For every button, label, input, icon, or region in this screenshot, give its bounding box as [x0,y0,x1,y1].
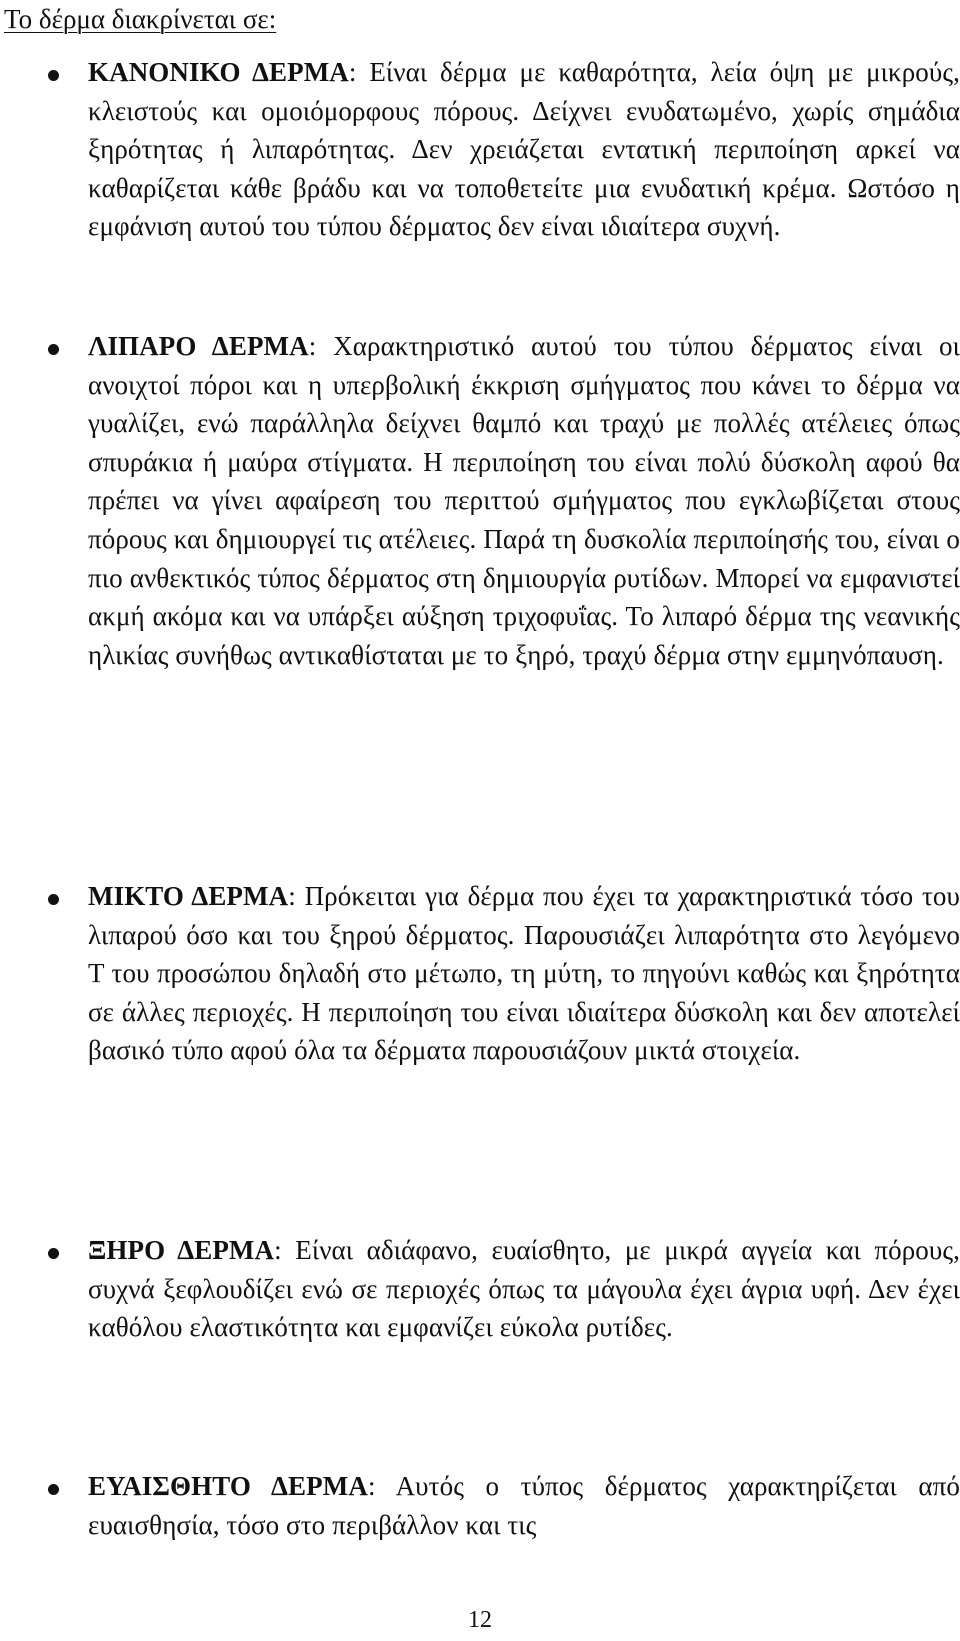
list-item-label: ΞΗΡΟ ΔΕΡΜΑ [88,1235,275,1265]
list-item-label: ΚΑΝΟΝΙΚΟ ΔΕΡΜΑ [88,57,349,87]
list-item-label: ΕΥΑΙΣΘΗΤΟ ΔΕΡΜΑ [88,1471,368,1501]
list-item-body: : Αυτός ο τύπος δέρματος χαρακτηρίζεται από ευαισθησία, τόσο στο περιβάλλον και τις [88,1471,960,1540]
list-item-text [88,1231,960,1347]
list-item-body: : Χαρακτηριστικό αυτού του τύπου δέρματος είναι οι ανοιχτοί πόροι και η υπερβολική έκκριση σμήγματος που κάνει το δέρμα να γυαλίζει, ενώ παράλληλα δείχνει θαμπό και τραχύ με πολλές ατέλειες όπως σπυράκια ή μαύρα στίγματα. Η περιποίηση του είναι πολύ δύσκολη αφού θα πρέπει να γίνει αφαίρεση του περιττού σμήγματος που εγκλωβίζεται στους πόρους και δημιουργεί τις ατέλειες. Παρά τη δυσκολία περιποίησής του, είναι ο πιο ανθεκτικός τύπος δέρματος στη δημιουργία ρυτίδων. Μπορεί να εμφανιστεί ακμή ακόμα και να υπάρξει αύξηση τριχοφυΐας. Το λιπαρό δέρμα της νεανικής ηλικίας συνήθως αντικαθίσταται με το ξηρό, τραχύ δέρμα στην εμμηνόπαυση. [88,331,960,670]
bullet-icon [48,1484,59,1495]
list-item-text [88,53,960,246]
list-item-label: ΜΙΚΤΟ ΔΕΡΜΑ [88,881,289,911]
bullet-icon [48,70,59,81]
intro-heading: Το δέρμα διακρίνεται σε: [4,4,277,34]
list-item-body: : Πρόκειται για δέρμα που έχει τα χαρακτηριστικά τόσο του λιπαρού όσο και του ξηρού δέρματος. Παρουσιάζει λιπαρότητα στο λεγόμενο Τ του προσώπου δηλαδή στο μέτωπο, τη μύτη, το πηγούνι καθώς και ξηρότητα σε άλλες περιοχές. Η περιποίηση του είναι ιδιαίτερα δύσκολη και δεν αποτελεί βασικό τύπο αφού όλα τα δέρματα παρουσιάζουν μικτά στοιχεία. [88,881,960,1066]
list-item-body: : Είναι δέρμα με καθαρότητα, λεία όψη με μικρούς, κλειστούς και ομοιόμορφους πόρους. Δείχνει ενυδατωμένο, χωρίς σημάδια ξηρότητας ή λιπαρότητας. Δεν χρειάζεται εντατική περιποίηση αρκεί να καθαρίζεται κάθε βράδυ και να τοποθετείτε μια ενυδατική κρέμα. Ωστόσο η εμφάνιση αυτού του τύπου δέρματος δεν είναι ιδιαίτερα συχνή. [88,57,960,242]
page-number: 12 [468,1607,492,1633]
list-item-label: ΛΙΠΑΡΟ ΔΕΡΜΑ [88,331,309,361]
list-item-text [88,327,960,674]
bullet-icon [48,1248,59,1259]
list-item-body: : Είναι αδιάφανο, ευαίσθητο, με μικρά αγγεία και πόρους, συχνά ξεφλουδίζει ενώ σε περιοχές όπως τα μάγουλα έχει άγρια υφή. Δεν έχει καθόλου ελαστικότητα και εμφανίζει εύκολα ρυτίδες. [88,1235,960,1343]
bullet-icon [48,894,59,905]
bullet-icon [48,344,59,355]
list-item-text [88,877,960,1070]
list-item-text [88,1467,960,1544]
